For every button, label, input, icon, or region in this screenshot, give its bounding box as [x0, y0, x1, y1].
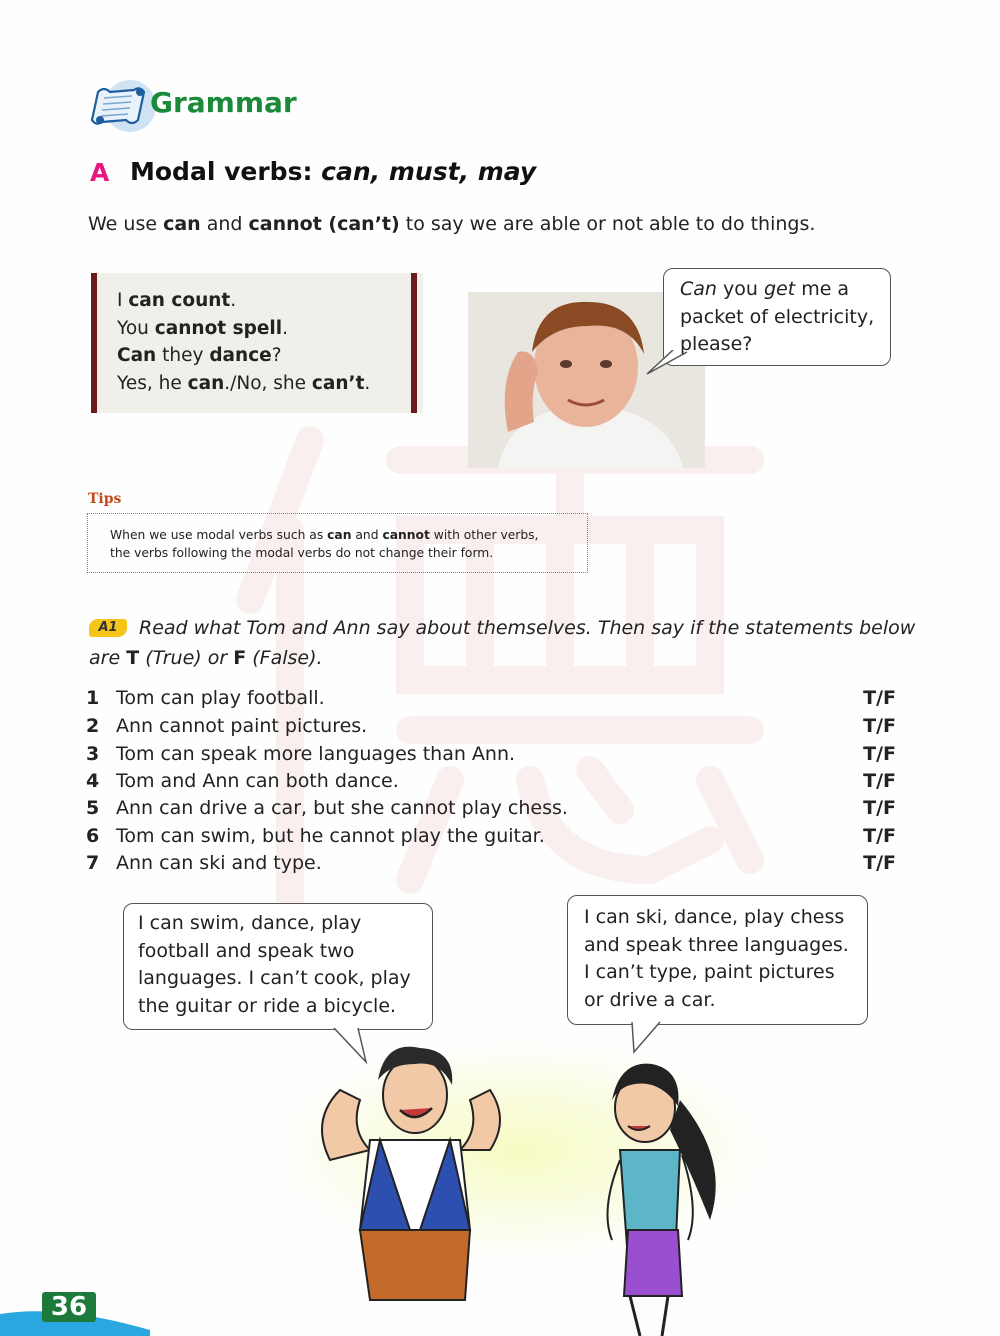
true-false-choice[interactable]: T/F — [863, 852, 896, 874]
true-false-choice[interactable]: T/F — [863, 715, 896, 737]
statement-row: 7 Ann can ski and type. T/F — [86, 852, 896, 874]
page-number: 36 — [42, 1292, 96, 1322]
statement-row: 5 Ann can drive a car, but she cannot play chess. T/F — [86, 797, 896, 819]
true-false-choice[interactable]: T/F — [863, 770, 896, 792]
true-false-choice[interactable]: T/F — [863, 687, 896, 709]
example-line: Yes, he can./No, she can’t. — [117, 372, 371, 394]
a1-instruction: Read what Tom and Ann say about themselves. Then say if the statements below are T (True) or F (False). — [89, 617, 916, 669]
intro-text: We use can and cannot (can’t) to say we are able or not able to do things. — [88, 213, 816, 235]
statement-row: 1 Tom can play football. T/F — [86, 687, 896, 709]
tips-text: When we use modal verbs such as can and cannot with other verbs, the verbs following the modal verbs do not change their form. — [110, 528, 539, 560]
section-header-title: Grammar — [150, 86, 297, 119]
a1-badge: A1 — [89, 619, 127, 637]
ann-speech-text: I can ski, dance, play chess and speak three languages. I can’t type, paint pictures or drive a car. — [584, 906, 849, 1011]
example-line: You cannot spell. — [117, 317, 288, 339]
tips-label: Tips — [88, 491, 122, 507]
statement-row: 2 Ann cannot paint pictures. T/F — [86, 715, 896, 737]
scroll-icon — [88, 76, 158, 134]
true-false-choice[interactable]: T/F — [863, 825, 896, 847]
example-line: Can they dance? — [117, 345, 282, 366]
true-false-choice[interactable]: T/F — [863, 743, 896, 765]
section-title: Modal verbs: can, must, may — [130, 157, 537, 186]
statement-row: 6 Tom can swim, but he cannot play the guitar. T/F — [86, 825, 896, 847]
example-sentences — [117, 287, 370, 397]
boy-speech-text: Can you get me a packet of electricity, please? — [680, 278, 875, 355]
example-line: I can count. — [117, 290, 237, 311]
true-false-choice[interactable]: T/F — [863, 797, 896, 819]
tom-and-ann-illustration — [290, 1040, 770, 1336]
section-letter: A — [90, 158, 110, 187]
tom-speech-text: I can swim, dance, play football and speak two languages. I can’t cook, play the guitar or ride a bicycle. — [138, 912, 411, 1017]
example-box-border — [411, 273, 417, 413]
statement-row: 4 Tom and Ann can both dance. T/F — [86, 770, 896, 792]
statement-row: 3 Tom can speak more languages than Ann. T/F — [86, 743, 896, 765]
